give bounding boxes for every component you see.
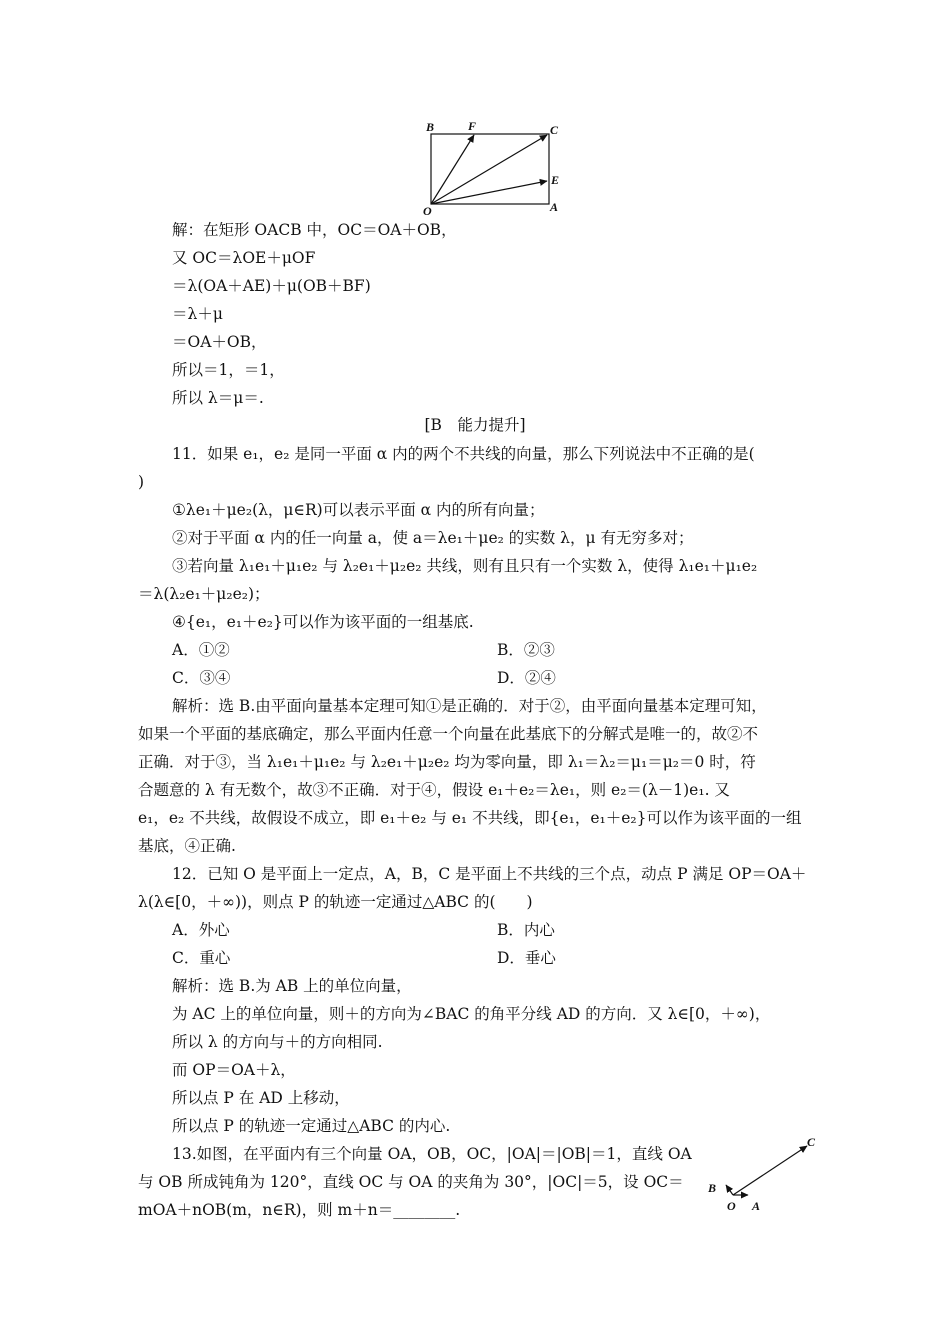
label-b: B (708, 1181, 717, 1195)
q11-analysis-3: 正确．对于③，当 λ₁e₁＋μ₁e₂ 与 λ₂e₁＋μ₂e₂ 均为零向量，即 λ₁＝λ₂＝μ₁＝μ₂＝0 时，符 (138, 753, 756, 771)
q12-stem-line-1: 12．已知 O 是平面上一定点，A，B，C 是平面上不共线的三个点，动点 P 满足 OP＝OA＋ (172, 865, 807, 883)
q11-item-2: ②对于平面 α 内的任一向量 a，使 a＝λe₁＋μe₂ 的实数 λ，μ 有无穷多对； (172, 529, 694, 547)
solution-line-3: ＝λ(OA＋AE)＋μ(OB＋BF) (172, 277, 371, 295)
q11-analysis-4: 合题意的 λ 有无数个，故③不正确．对于④，假设 e₁＋e₂＝λe₁，则 e₂＝(λ－1)e₁. 又 (138, 781, 730, 799)
q11-option-d: D．②④ (497, 669, 556, 687)
q13-line-1: 13.如图，在平面内有三个向量 OA，OB，OC，|OA|＝|OB|＝1，直线 OA (172, 1145, 692, 1163)
rectangle-vector-figure (420, 118, 570, 218)
q11-item-4: ④{e₁，e₁＋e₂}可以作为该平面的一组基底. (172, 613, 474, 631)
three-vectors-figure (700, 1130, 830, 1216)
q12-stem-line-2: λ(λ∈[0，＋∞))，则点 P 的轨迹一定通过△ABC 的( ) (138, 893, 533, 911)
label-o: O (727, 1199, 736, 1213)
label-f: F (468, 119, 477, 133)
solution-line-1: 解：在矩形 OACB 中，OC＝OA＋OB， (172, 221, 457, 239)
vector-oc (733, 1146, 807, 1195)
vector-ob (726, 1185, 733, 1195)
solution-line-4: ＝λ＋μ (172, 305, 223, 323)
q12-analysis-4: 而 OP＝OA＋λ， (172, 1061, 296, 1079)
solution-line-7: 所以 λ＝μ＝. (172, 389, 264, 407)
q12-analysis-1: 解析：选 B.为 AB 上的单位向量， (172, 977, 412, 995)
q11-item-3: ③若向量 λ₁e₁＋μ₁e₂ 与 λ₂e₁＋μ₂e₂ 共线，则有且只有一个实数 λ，使得 λ₁e₁＋μ₁e₂ (172, 557, 758, 575)
label-a: A (550, 200, 559, 214)
q12-option-d: D．垂心 (497, 949, 556, 967)
q11-option-b: B．②③ (497, 641, 555, 659)
section-title: [B 能力提升] (424, 416, 526, 434)
q11-item-1: ①λe₁＋μe₂(λ，μ∈R)可以表示平面 α 内的所有向量； (172, 501, 545, 519)
q13-line-2: 与 OB 所成钝角为 120°，直线 OC 与 OA 的夹角为 30°，|OC|＝5，设 OC＝ (138, 1173, 684, 1191)
q11-analysis-1: 解析：选 B.由平面向量基本定理可知①是正确的．对于②，由平面向量基本定理可知， (172, 697, 767, 715)
label-c: C (807, 1135, 816, 1149)
q12-option-a: A．外心 (172, 921, 230, 939)
vector-oe (431, 181, 547, 204)
vector-oc (431, 135, 547, 204)
vector-of (431, 135, 474, 204)
q11-option-c: C．③④ (172, 669, 231, 687)
solution-line-5: ＝OA＋OB， (172, 333, 267, 351)
q11-stem-line-2: ) (138, 473, 145, 491)
q11-analysis-6: 基底，④正确. (138, 837, 236, 855)
label-c: C (550, 123, 559, 137)
q12-analysis-3: 所以 λ 的方向与＋的方向相同. (172, 1033, 383, 1051)
q11-option-a: A．①② (172, 641, 230, 659)
q12-analysis-2: 为 AC 上的单位向量，则＋的方向为∠BAC 的角平分线 AD 的方向．又 λ∈[0，＋∞)， (172, 1005, 771, 1023)
label-b: B (426, 120, 435, 134)
q12-analysis-6: 所以点 P 的轨迹一定通过△ABC 的内心. (172, 1117, 451, 1135)
label-e: E (551, 173, 560, 187)
q13-line-3: mOA＋nOB(m，n∈R)，则 m＋n＝________. (138, 1201, 461, 1219)
q12-option-b: B．内心 (497, 921, 555, 939)
solution-line-6: 所以＝1，＝1， (172, 361, 285, 379)
q12-option-c: C．重心 (172, 949, 231, 967)
solution-line-2: 又 OC＝λOE＋μOF (172, 249, 316, 267)
q11-analysis-2: 如果一个平面的基底确定，那么平面内任意一个向量在此基底下的分解式是唯一的，故②不 (138, 725, 759, 743)
q11-analysis-5: e₁，e₂ 不共线，故假设不成立，即 e₁＋e₂ 与 e₁ 不共线，即{e₁，e₁＋e₂}可以作为该平面的一组 (138, 809, 802, 827)
q11-stem-line-1: 11．如果 e₁，e₂ 是同一平面 α 内的两个不共线的向量，那么下列说法中不正确的是( (172, 445, 755, 463)
label-a: A (752, 1199, 761, 1213)
label-o: O (423, 204, 432, 218)
q12-analysis-5: 所以点 P 在 AD 上移动， (172, 1089, 350, 1107)
q11-item-3-cont: ＝λ(λ₂e₁＋μ₂e₂)； (138, 585, 270, 603)
